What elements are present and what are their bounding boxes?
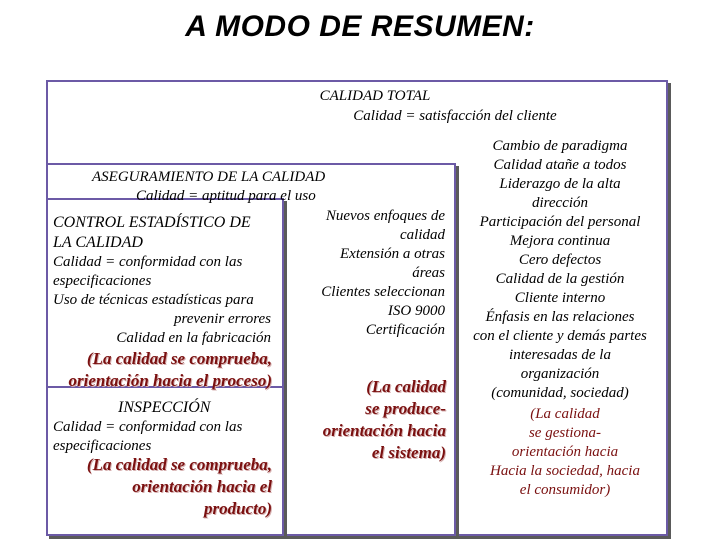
feature-line: (comunidad, sociedad) xyxy=(491,385,629,401)
feature-line: prevenir errores xyxy=(173,311,271,327)
orientation-line: (La calidad se comprueba, xyxy=(86,455,272,474)
feature-line: Extensión a otras xyxy=(340,246,445,262)
orientation-line: orientación hacia xyxy=(322,421,446,440)
orientation-line: el consumidor) xyxy=(519,482,611,498)
orientation-line: orientación hacia el xyxy=(132,477,272,496)
control-heading-line: CONTROL ESTADÍSTICO DE xyxy=(53,214,251,231)
inspection-heading: INSPECCIÓN xyxy=(118,399,211,416)
feature-line: ISO 9000 xyxy=(387,303,445,319)
orientation-line: (La calidad xyxy=(530,406,600,422)
feature-line: Calidad de la gestión xyxy=(495,271,625,287)
control-heading-line: LA CALIDAD xyxy=(53,234,143,251)
total-quality-orientation xyxy=(470,405,660,500)
total-quality-heading: CALIDAD TOTAL xyxy=(319,88,431,104)
feature-line: Énfasis en las relaciones xyxy=(485,309,635,325)
assurance-orientation xyxy=(300,376,446,464)
control-orientation xyxy=(50,348,272,392)
orientation-line: Hacia la sociedad, hacia xyxy=(490,463,640,479)
orientation-line: se gestiona- xyxy=(528,425,602,441)
control-heading xyxy=(53,213,251,253)
total-quality-features xyxy=(460,137,660,403)
feature-line: Calidad atañe a todos xyxy=(493,157,627,173)
feature-line: calidad xyxy=(400,227,445,243)
assurance-heading: ASEGURAMIENTO DE LA CALIDAD xyxy=(92,169,326,185)
feature-line: Calidad en la fabricación xyxy=(116,330,271,346)
feature-line: especificaciones xyxy=(53,438,152,454)
orientation-line: (La calidad xyxy=(366,377,446,396)
inspection-orientation xyxy=(50,454,272,520)
assurance-features xyxy=(290,207,445,340)
feature-line: Nuevos enfoques de xyxy=(325,208,445,224)
control-features xyxy=(53,253,271,348)
feature-line: Mejora continua xyxy=(509,233,611,249)
orientation-line: se produce- xyxy=(365,399,446,418)
feature-line: Cero defectos xyxy=(518,252,602,268)
feature-line: Uso de técnicas estadísticas para xyxy=(53,292,254,308)
feature-line: con el cliente y demás partes xyxy=(473,328,647,344)
orientation-line: (La calidad se comprueba, xyxy=(86,349,272,368)
feature-line: dirección xyxy=(531,195,589,211)
feature-line: Calidad = conformidad con las xyxy=(53,254,243,270)
feature-line: Calidad = conformidad con las xyxy=(53,419,243,435)
feature-line: áreas xyxy=(412,265,445,281)
orientation-line: producto) xyxy=(204,499,272,518)
assurance-subheading: Calidad = aptitud para el uso xyxy=(136,188,316,204)
feature-line: Cambio de paradigma xyxy=(492,138,628,154)
orientation-line: orientación hacia el proceso) xyxy=(68,371,272,390)
feature-line: interesadas de la xyxy=(509,347,611,363)
total-quality-subheading: Calidad = satisfacción del cliente xyxy=(353,108,557,124)
inspection-features xyxy=(53,418,271,456)
orientation-line: orientación hacia xyxy=(511,444,619,460)
feature-line: especificaciones xyxy=(53,273,152,289)
feature-line: Liderazgo de la alta xyxy=(499,176,621,192)
feature-line: organización xyxy=(520,366,600,382)
orientation-line: el sistema) xyxy=(371,443,446,462)
feature-line: Certificación xyxy=(365,322,445,338)
feature-line: Clientes seleccionan xyxy=(321,284,445,300)
page-title: A MODO DE RESUMEN: xyxy=(185,10,535,43)
feature-line: Cliente interno xyxy=(514,290,606,306)
feature-line: Participación del personal xyxy=(479,214,641,230)
